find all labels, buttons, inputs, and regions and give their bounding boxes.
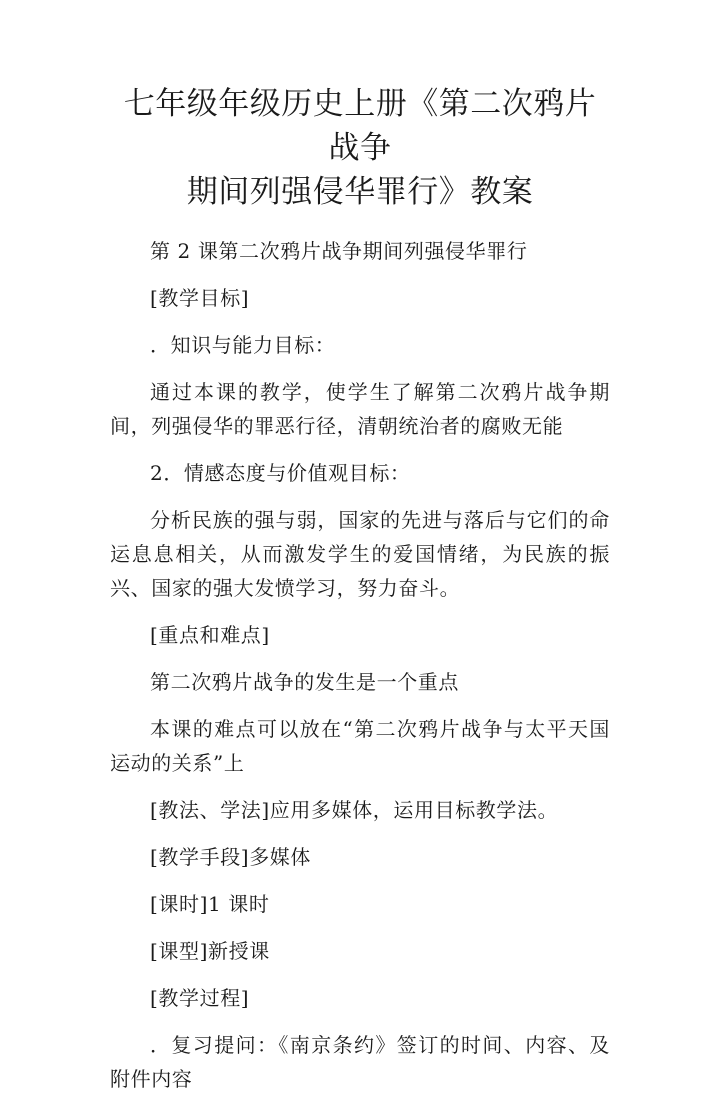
goal-knowledge-ability: ．知识与能力目标： [150, 333, 336, 357]
section-teaching-process: [教学过程] [150, 986, 250, 1010]
lesson-heading: 第 2 课第二次鸦片战争期间列强侵华罪行 [150, 239, 528, 263]
section-teaching-goals: [教学目标] [150, 286, 250, 310]
section-class-hours: [课时]1 课时 [150, 892, 270, 916]
goal-emotion-values: 2．情感态度与价值观目标： [150, 461, 411, 485]
section-teaching-methods: [教法、学法]应用多媒体，运用目标教学法。 [150, 798, 559, 822]
title-line-2: 期间列强侵华罪行》教案 [186, 174, 534, 210]
key-point-text: 第二次鸦片战争的发生是一个重点 [150, 670, 459, 694]
review-question-text: ．复习提问：《南京条约》签订的时间、内容、及附件内容 [110, 1033, 610, 1091]
difficult-point-text: 本课的难点可以放在“第二次鸦片战争与太平天国运动的关系”上 [110, 717, 610, 775]
goal-knowledge-ability-text: 通过本课的教学，使学生了解第二次鸦片战争期间，列强侵华的罪恶行径，清朝统治者的腐败无能 [110, 380, 610, 438]
section-key-difficult-points: [重点和难点] [150, 623, 270, 647]
goal-emotion-values-text: 分析民族的强与弱，国家的先进与落后与它们的命运息息相关，从而激发学生的爱国情绪，为民族的振兴、国家的强大发愤学习，努力奋斗。 [110, 508, 610, 600]
title-line-1: 七年级年级历史上册《第二次鸦片战争 [123, 86, 597, 166]
document-body [110, 234, 610, 1096]
document-title [110, 82, 610, 214]
section-teaching-means: [教学手段]多媒体 [150, 845, 312, 869]
section-lesson-type: [课型]新授课 [150, 939, 270, 963]
